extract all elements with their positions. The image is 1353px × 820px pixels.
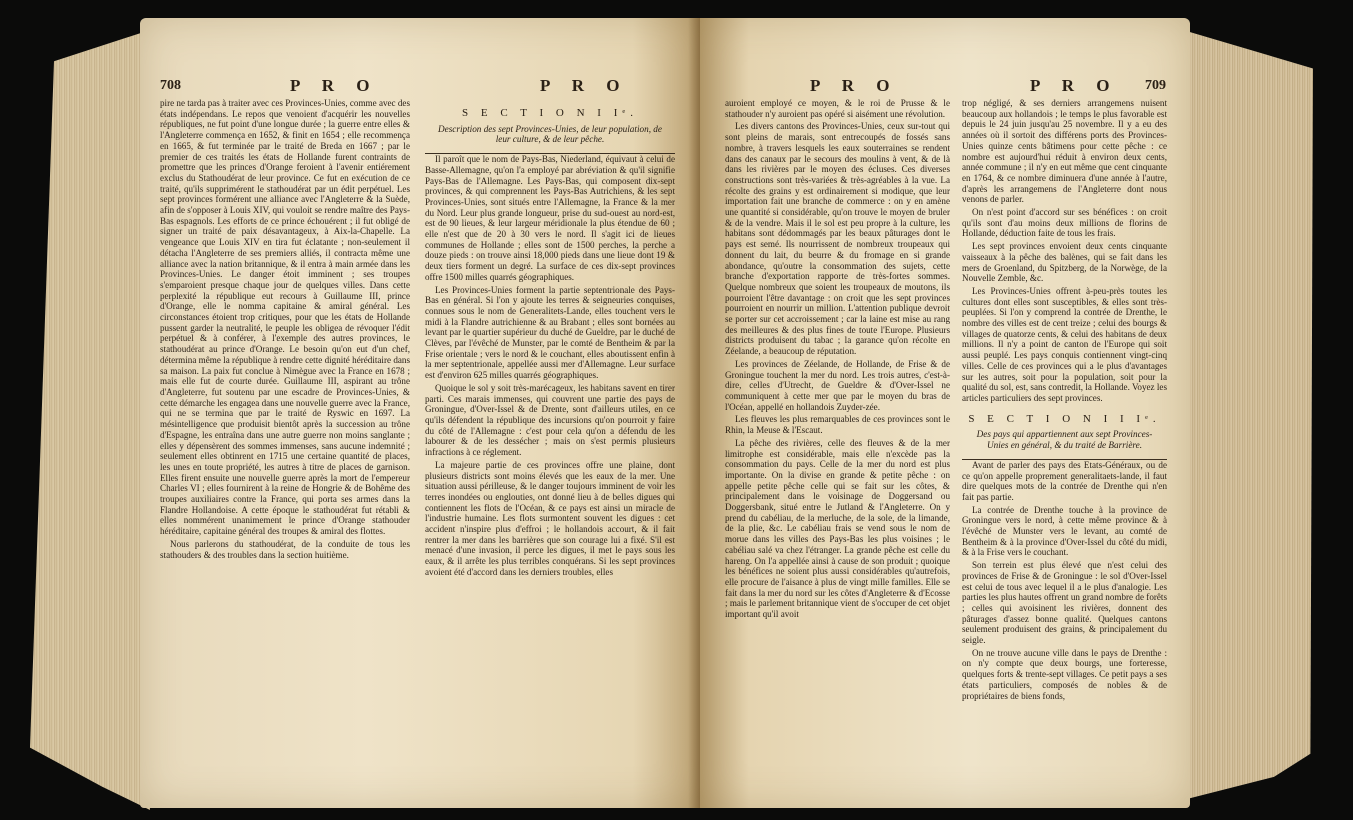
right-page (700, 18, 1190, 808)
page-number-left: 708 (160, 78, 181, 93)
paragraph: Son terrein est plus élevé que n'est celui des provinces de Frise & de Groningue : le sol d'Over-Issel est celui de tous avec lequel il a le plus d'analogie. Les parties les plus hautes offrent un grand nombre de forêts ; celles qui avoisinent les rivières, donnent des pâturages d'assez bonne qualité. Quelques cantons seulement produisent des grains, & principalement du seigle. (962, 560, 1167, 646)
paragraph: On n'est point d'accord sur ses bénéfices : on croit qu'ils sont d'au moins deux millions de florins de Hollande, déduction faite de tous les frais. (962, 207, 1167, 239)
section-subtitle: Des pays qui appartiennent aux sept Provinces-Unies en général, & du traité de Barrière. (976, 429, 1153, 451)
running-header-left-col2: P R O (540, 76, 629, 95)
running-header-right-col2: P R O (1030, 76, 1119, 95)
paragraph: Avant de parler des pays des Etats-Généraux, ou de ce qu'on appelle proprement generalitaets-lande, il faut dire quelques mots de la contrée de Drenthe qui n'en fait pas partie. (962, 459, 1167, 502)
paragraph: auroient employé ce moyen, & le roi de Prusse & le stathouder n'y auroient pas opéré si aisément une révolution. (725, 98, 950, 119)
paragraph: Les sept provinces envoient deux cents cinquante vaisseaux à la pêche des balènes, qui se fait dans les mers de Groenland, du Spitzberg, de la Norwège, de la Nouvelle Zemble, &c. (962, 241, 1167, 284)
paragraph: La contrée de Drenthe touche à la province de Groningue vers le nord, à cette même province & à l'évêché de Munster vers le levant, au comté de Bentheim & à la province d'Over-Issel du côté du midi, & à la Frise vers le couchant. (962, 504, 1167, 558)
page-edges-right (1183, 30, 1313, 800)
right-page-column-2 (962, 98, 1167, 820)
paragraph: Il paroît que le nom de Pays-Bas, Niederland, équivaut à celui de Basse-Allemagne, qu'on l'a employé par abréviation & qu'il signifie Pays-Bas de l'Allemagne. Les Pays-Bas, qui composent dix-sept provinces, & qui comprennent les Pays-Bas Autrichiens, & les sept Provinces-Unies, sont situés entre l'Allemagne, la France & la mer du Nord. Leur plus grande longueur, prise du sud-ouest au nord-est, est de 90 lieues, & leur largeur méridionale la plus étendue de 60 ; elle n'est que de 20 à 30 vers le nord. Il s'agit ici de lieues communes de Hollande ; elles sont de 1500 perches, la perche a douze pieds : on trouve ainsi 18,000 pieds dans une lieue dont 19 & deux tiers forment un degré. La surface de ces dix-sept provinces offre 1500 milles quarrés géographiques. (425, 154, 675, 282)
paragraph: trop négligé, & ses derniers arrangemens nuisent beaucoup aux hollandois ; le temps le plus favorable est depuis le 24 juin jusqu'au 25 novembre. Il y a eu des années où il sortoit des différens ports des Provinces-Unies quinze cents bâtimens pour cette pêche : ce nombre est aujourd'hui réduit à environ deux cents, année commune ; il n'y en eut même que cent cinquante en 1764, & ce nombre diminuera d'une année à l'autre, d'après les arrangemens de l'Angleterre dont nous venons de parler. (962, 98, 1167, 205)
left-page-column-1 (160, 98, 410, 820)
section-heading: S E C T I O N I I Iᵉ. (968, 412, 1161, 425)
running-header-right-col1: P R O (810, 76, 899, 95)
right-page-column-1 (725, 98, 950, 820)
paragraph: Les provinces de Zéelande, de Hollande, de Frise & de Groningue touchent la mer du nord. Les trois autres, c'est-à-dire, celles d'Utrecht, de Gueldre & d'Over-Issel ne communiquent à cette mer que par le moyen du bras de l'Océan, appellé en hollandois Zuyder-zée. (725, 358, 950, 412)
paragraph: Les divers cantons des Provinces-Unies, ceux sur-tout qui sont pleins de marais, sont entrecoupés de fossés sans nombre, à travers lesquels les eaux souterraines se rendent dans des canaux par le secours des moulins à vent, & de là dans les rivières par le moyen des écluses. Ces diverses constructions sont très-variées & très-agréables à la vue. La récolte des grains y est ordinairement si modique, que leur importation fait une branche de commerce : on y en amène une quantité si considérable, qu'on trouve le moyen de bruler & de la vendre. Mais il le sol est peu propre à la culture, les habitans sont dédommagés par les beaux pâturages dont le pays est semé. Ils nourrissent de nombreux troupeaux qui donnent du lait, du beurre & du fromage en si grande abondance, qu'outre la consommation des sujets, cette branche d'exportation rapporte de très-fortes sommes. Quelque nombreux que soient les troupeaux de moutons, ils pourroient l'être davantage : on croit que les sept provinces pourroient en nourrir un million. L'attention publique devroit se porter sur cet accroissement ; car la laine est mise au rang des meilleures & des plus fines de toute l'Europe. Plusieurs districts produisent du tabac ; la garance qu'on récolte en Zéelande, a beaucoup de réputation. (725, 121, 950, 357)
paragraph: pire ne tarda pas à traiter avec ces Provinces-Unies, comme avec des états indépendans. Le repos que venoient d'acquérir les nouvelles républiques, ne fut point d'une longue durée ; la guerre entre elles & l'Angleterre commença en 1652, & finit en 1654 ; elle recommença en 1665, & fut terminée par le traité de Breda en 1667 ; par le premier de ces traités les états de Hollande furent contraints de promettre que les princes d'Orange feroient à l'avenir entiérement exclus du Stathoudérat de leur province. Ce fut en exécution de ce traité, qu'ils supprimérent le stathoudérat par un édit perpétuel. Les sept provinces formérent une alliance avec l'Angleterre & la Suède, afin de s'opposer à Louis XIV, qui vouloit se rendre maître des Pays-Bas espagnols. Les efforts de ce prince échouérent ; il fut obligé de signer un traité de paix désavantageux, à Aix-la-Chapelle. La vengeance que Louis XIV en tira fut éclatante ; non-seulement il détacha l'Angleterre de ses premiers alliés, il contracta même une alliance avec la nation britannique, & il entra à main armée dans les Provinces-Unies. Le danger étoit imminent ; ses troupes s'emparoient presque chaque jour de quelques villes. Dans cette perplexité la république eut recours à Guillaume III, prince d'Orange, elle le nomma capitaine & amiral général. Les circonstances étoient trop critiques, pour que les états de Hollande pussent garder la neutralité, le peuple les obligea de révoquer l'édit perpétuel & à conférer, à l'exemple des autres provinces, le stathoudérat au prince d'Orange. Le besoin qu'on eut d'un chef, détermina même la république à rendre cette dignité héréditaire dans sa maison. La paix fut conclue à Nimègue avec la France en 1678 ; mais elle fut de courte durée. Guillaume III, aspirant au trône d'Angleterre, fut soutenu par une escadre de Provinces-Unies, & cette démarche les engagea dans une nouvelle guerre avec la France, qui ne se termina que par le traité de Ryswic en 1697. La mésintelligence que produisit bientôt après la succession au trône d'Espagne, les entraîna dans une autre guerre non moins sanglante ; elles y dépensèrent des sommes immenses, sans aucune indemnité ; seulement elles obtinrent en 1715 une certaine quantité de places, les unes en toute propriété, les autres à titre de places de garnison. Elles firent ensuite une nouvelle guerre après la mort de l'empereur Charles VI ; elles fournirent à la reine de Hongrie & de Bohême des troupes auxiliaires contre la France, qui porta ses armes dans la Flandre Hollandoise. A cette époque le stathoudérat fut rétabli & elles nommérent unanimement le prince d'Orange stathouder héréditaire, capitaine général des troupes & amiral des flottes. (160, 98, 410, 537)
paragraph: La majeure partie de ces provinces offre une plaine, dont plusieurs districts sont moins élevés que les eaux de la mer. Une situation aussi périlleuse, & le danger toujours imminent de voir les terres inondées ou englouties, ont donné lieu à de belles digues qui contiennent les flots de l'Océan, & ce pays est ainsi un miracle de l'industrie humaine. Les flots surmontent souvent les digues : cet accident n'inspire plus d'effroi ; le hollandois accourt, & il fait rentrer la mer dans les barrières que son courage lui a fixé. S'il est menacé d'une invasion, il perce les digues, il met le pays sous les eaux, & il arrête les plus terribles conquérans. Si les sept provinces avoient été d'accord dans les derniers troubles, elles (425, 459, 675, 577)
left-page-column-2 (425, 98, 675, 820)
paragraph: On ne trouve aucune ville dans le pays de Drenthe : on n'y compte que deux bourgs, une forteresse, quelques forts & trente-sept villages. Ce petit pays a ses états particuliers, composés de nobles & de propriétaires de biens fonds, (962, 647, 1167, 701)
section-heading: S E C T I O N I Iᵉ. (462, 107, 638, 119)
paragraph: Nous parlerons du stathoudérat, de la conduite de tous les stathouders & des troubles dans la section huitième. (160, 538, 410, 560)
paragraph: La pêche des rivières, celle des fleuves & de la mer limitrophe est considérable, mais elle n'excède pas la consommation du pays. Celle de la mer du nord est plus importante. On la divise en grande & petite pêche : on appelle petite pêche celle qui se fait sur les côtes, & principalement dans le voisinage de Doggersand ou Doggersbank, situé entre le Jutland & l'Angleterre. On y prend du cabéliau, de la merluche, de la sole, de la limande, de la plie, &c. Le cabéliau frais se vend sous le nom de morue dans les villes des Pays-Bas les plus voisines ; le cabéliau salé va chez l'étranger. La grande pêche est celle du hareng. On l'a appellée ainsi à cause de son produit ; quoique les bénéfices ne soient plus aussi considérables qu'autrefois, elle procure de l'aisance à plus de vingt mille familles. Elle se fait dans la mer du nord sur les côtes d'Angleterre & d'Ecosse ; mais le parlement britannique vient de s'occuper de cet objet important qu'il avoit (725, 437, 950, 620)
left-page (140, 18, 700, 808)
paragraph: Les Provinces-Unies forment la partie septentrionale des Pays-Bas en général. Si l'on y ajoute les terres & seigneuries conquises, connues sous le nom de Generalitets-Lande, elles touchent vers le midi à la Flandre autrichienne & au Brabant ; elles sont bornées au levant par le quartier supérieur du duché de Gueldre, par le duché de Clèves, par l'évêché de Munster, par le comté de Bentheim & par la Frise orientale ; vers le nord & le couchant, elles aboutissent enfin à la mer septentrionale, appellée aussi mer d'Allemagne. Leur surface est d'environ 625 milles quarrés géographiques. (425, 284, 675, 381)
page-edges-left (30, 30, 150, 810)
paragraph: Les fleuves les plus remarquables de ces provinces sont le Rhin, la Meuse & l'Escaut. (725, 414, 950, 436)
section-subtitle: Description des sept Provinces-Unies, de leur population, de leur culture, & de leur pêche. (438, 123, 662, 145)
paragraph: Quoique le sol y soit très-marécageux, les habitans savent en tirer parti. Ces marais immenses, qui couvrent une partie des pays de Groningue, d'Over-Issel & de Drente, sont d'ailleurs utiles, en ce qu'ils défendent la république des incursions qu'on pourroit y faire du côté de l'Allemagne : c'est pour cela qu'on a défendu de les labourer & de les dessécher ; mais on s'est permis plusieurs infractions à ce réglement. (425, 382, 675, 458)
page-number-right: 709 (1145, 78, 1166, 93)
paragraph: Les Provinces-Unies offrent à-peu-près toutes les cultures dont elles sont susceptibles, & elles sont très-peuplées. Si l'on y comprend la contrée de Drenthe, le nombre des villes est de cent treize ; celui des bourgs & villages de quatorze cents, & celui des habitans de deux millions. Il n'y a point de canton de l'Europe qui soit aussi peuplé. Les pays conquis contiennent vingt-cinq villes. Celle de ces provinces qui a le plus d'avantages sur les autres, soit pour la population, soit pour la qualité du sol, est, sans contredit, la Hollande. Voyez les articles particuliers des sept provinces. (962, 285, 1167, 403)
running-header-left-col1: P R O (290, 76, 379, 95)
